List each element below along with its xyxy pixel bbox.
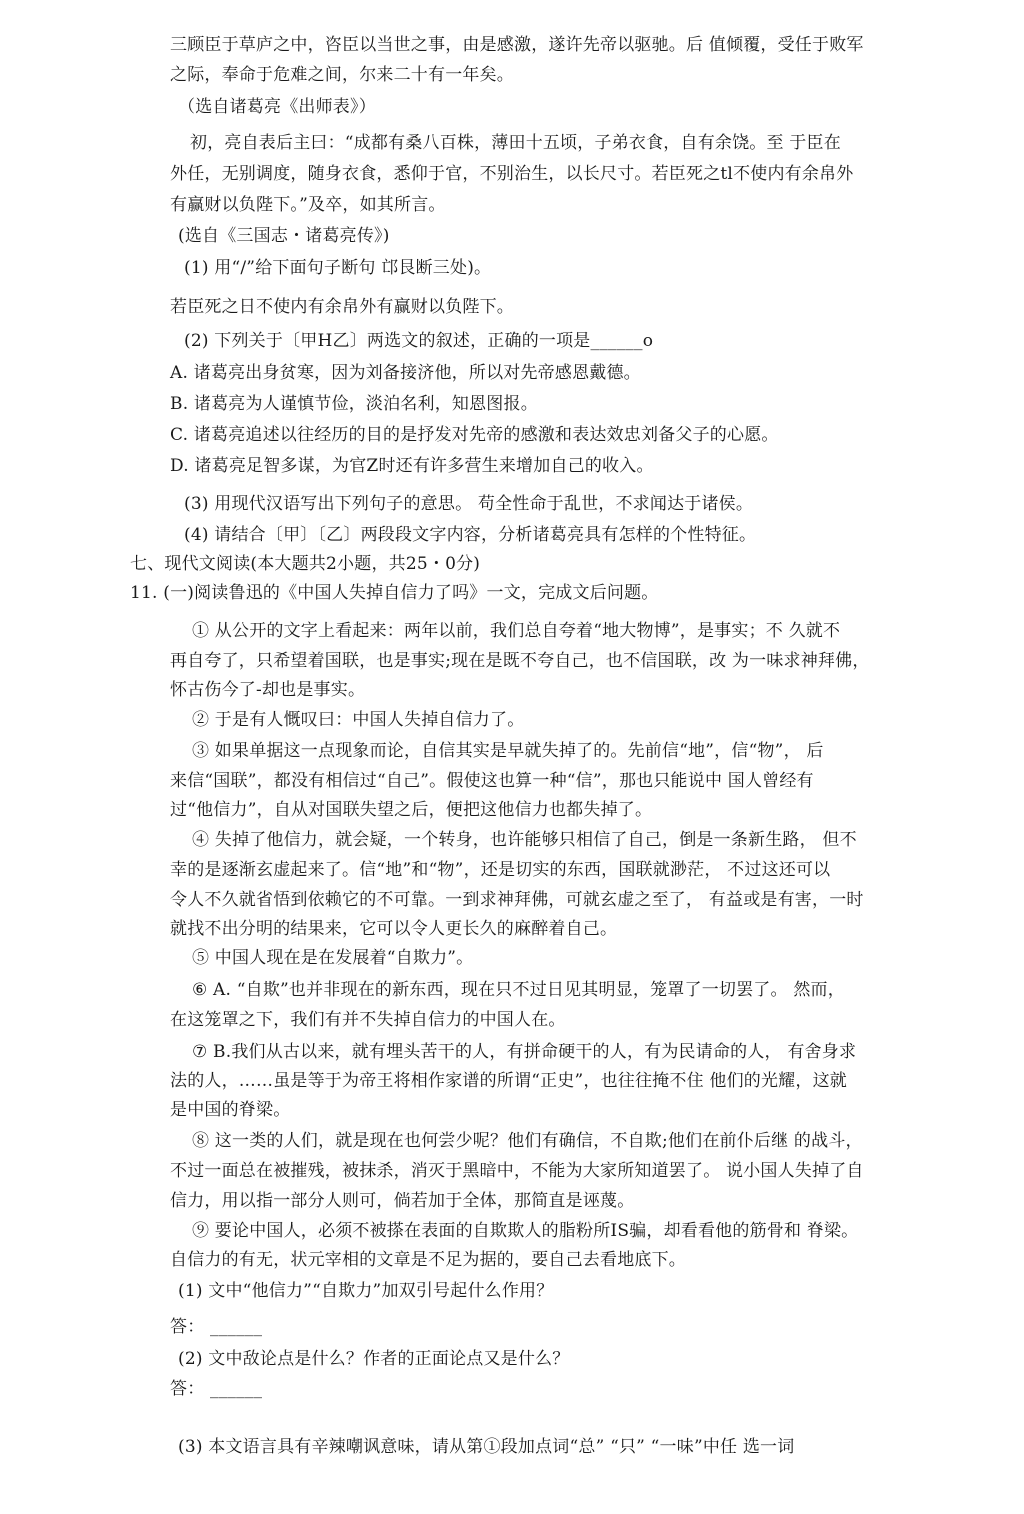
question-1: (1) 用“/”给下面句子断句 邙艮断三处)。	[184, 258, 492, 278]
text-line: 之际，奉命于危难之间，尔来二十有一年矣。	[170, 65, 514, 85]
paragraph-9: ⑨ 要论中国人，必须不被搽在表面的自欺欺人的脂粉所IS骗，却看看他的筋骨和 脊梁。	[192, 1221, 859, 1241]
source-note: （选自诸葛亮《出师表》）	[178, 97, 376, 117]
text-line: 再自夸了，只希望着国联，也是事实;现在是既不夸自己，也不信国联，改 为一味求神拜佛，	[170, 651, 870, 671]
paragraph-8: ⑧ 这一类的人们，就是现在也何尝少呢？他们有确信，不自欺;他们在前仆后继 的战斗，	[192, 1131, 863, 1151]
text-line: 法的人，……虽是等于为帝王将相作家谱的所谓“正史”，也往往掩不住 他们的光耀，这就	[170, 1071, 847, 1091]
paragraph-5: ⑤ 中国人现在是在发展着“自欺力”。	[192, 948, 474, 968]
section-heading: 七、现代文阅读(本大题共2小题，共25・0分)	[130, 554, 481, 574]
text-line: 就找不出分明的结果来，它可以令人更长久的麻醉着自己。	[170, 919, 618, 939]
text-line: 三顾臣于草庐之中，咨臣以当世之事，由是感激，遂许先帝以驱驰。后 值倾覆，受任于败军	[170, 35, 864, 55]
answer-line: 答： ______	[170, 1317, 263, 1337]
text-line: 是中国的脊梁。	[170, 1100, 291, 1120]
source-note: (选自《三国志・诸葛亮传》)	[178, 226, 390, 246]
paragraph-2: ② 于是有人慨叹曰：中国人失掉自信力了。	[192, 710, 525, 730]
text-line: 在这笼罩之下，我们有并不失掉自信力的中国人在。	[170, 1010, 566, 1030]
text-line: 令人不久就省悟到依赖它的不可靠。一到求神拜佛，可就玄虚之至了， 有益或是有害，一时	[170, 890, 864, 910]
question-3: (3) 用现代汉语写出下列句子的意思。 苟全性命于乱世，不求闻达于诸侯。	[184, 494, 754, 514]
paragraph-4: ④ 失掉了他信力，就会疑，一个转身，也许能够只相信了自己，倒是一条新生路， 但不	[192, 830, 857, 850]
text-line: 幸的是逐渐玄虚起来了。信“地”和“物”，还是切实的东西，国联就渺茫， 不过这还可以	[170, 860, 831, 880]
paragraph-1: ① 从公开的文字上看起来：两年以前，我们总自夸着“地大物博”，是事实；不 久就不	[192, 621, 841, 641]
sub-question-2: (2) 文中敌论点是什么？作者的正面论点又是什么？	[178, 1349, 570, 1369]
sub-question-1: (1) 文中“他信力”“自欺力”加双引号起什么作用？	[178, 1281, 554, 1301]
text-line: 不过一面总在被摧残，被抹杀，消灭于黑暗中，不能为大家所知道罢了。 说小国人失掉了自	[170, 1161, 864, 1181]
question-11: 11. (一)阅读鲁迅的《中国人失掉自信力了吗》一文，完成文后问题。	[130, 583, 659, 603]
text-line: 信力，用以指一部分人则可，倘若加于全体，那简直是诬蔑。	[170, 1191, 635, 1211]
text-line: 来信“国联”，都没有相信过“自己”。假使这也算一种“信”，那也只能说中 国人曾经有	[170, 771, 814, 791]
text-line: 外任，无别调度，随身衣食，悉仰于官，不别治生，以长尺寸。若臣死之tl不使内有余帛外	[170, 164, 854, 184]
option-d: D. 诸葛亮足智多谋，为官Z时还有许多营生来增加自己的收入。	[170, 456, 654, 476]
text-line: 怀古伤今了-却也是事实。	[170, 680, 366, 700]
question-2: (2) 下列关于〔甲H乙〕两选文的叙述，正确的一项是______o	[184, 331, 654, 351]
paragraph-6: ⑥ A. “自欺”也并非现在的新东西，现在只不过日见其明显，笼罩了一切罢了。 然而，	[192, 980, 845, 1000]
sub-question-3: (3) 本文语言具有辛辣嘲讽意味，请从第①段加点词“总” “只” “一味”中任 选一词	[178, 1437, 795, 1457]
option-c: C. 诸葛亮追述以往经历的目的是抒发对先帝的感激和表达效忠刘备父子的心愿。	[170, 425, 779, 445]
text-line: 初，亮自表后主曰：“成都有桑八百株，薄田十五顷，子弟衣食，自有余饶。至 于臣在	[190, 133, 841, 153]
text-line: 若臣死之日不使内有余帛外有赢财以负陛下。	[170, 297, 514, 317]
paragraph-3: ③ 如果单据这一点现象而论，自信其实是早就失掉了的。先前信“地”，信“物”， 后	[192, 741, 824, 761]
option-b: B. 诸葛亮为人谨慎节俭，淡泊名利，知恩图报。	[170, 394, 538, 414]
text-line: 有赢财以负陛下。”及卒，如其所言。	[170, 195, 446, 215]
question-4: (4) 请结合〔甲〕〔乙〕两段段文字内容，分析诸葛亮具有怎样的个性特征。	[184, 525, 757, 545]
paragraph-7: ⑦ B.我们从古以来，就有埋头苦干的人，有拼命硬干的人，有为民请命的人， 有舍身求	[192, 1042, 857, 1062]
text-line: 过“他信力”，自从对国联失望之后，便把这他信力也都失掉了。	[170, 800, 653, 820]
option-a: A. 诸葛亮出身贫寒，因为刘备接济他，所以对先帝感恩戴德。	[170, 363, 641, 383]
text-line: 自信力的有无，状元宰相的文章是不足为据的，要自己去看地底下。	[170, 1250, 686, 1270]
answer-line: 答： ______	[170, 1379, 263, 1399]
